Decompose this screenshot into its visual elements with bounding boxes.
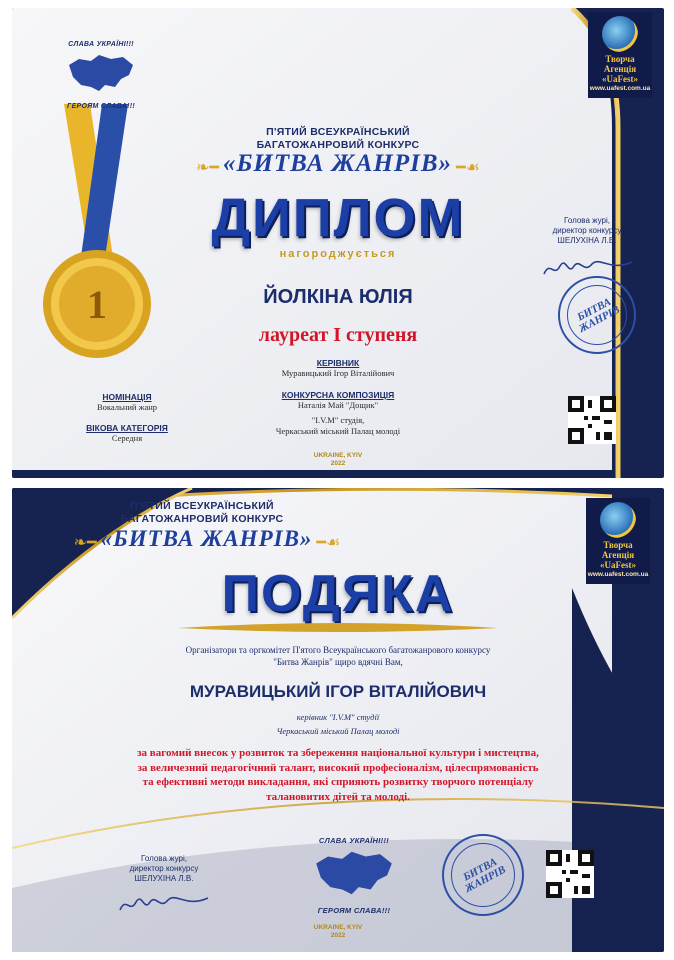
palace-name: Черкаський міський Палац молоді — [275, 426, 401, 436]
intro-text: Організатори та оргкомітет П'ятого Всеукраїнського багатожанрового конкурсу "Битва Жанрів" щиро вдячні Вам, — [185, 645, 491, 667]
agency-logo-2: Творча Агенція «UaFest» www.uafest.com.ua — [586, 498, 650, 584]
gratitude-text: за вагомий внесок у розвиток та збереження національної культури і мистецтва, за величезний педагогічний талант, високий професіоналізм, цілеспрямованість та ефективні методи викладання, які сприяють розвитку творчого потенціалу талановитих дітей та молоді. — [137, 747, 539, 803]
nomination-label: НОМІНАЦІЯ — [102, 392, 152, 402]
jury-block: Голова журі, директор конкурсу ШЕЛУХІНА Л.В. — [552, 216, 622, 245]
recipient-name: ЙОЛКІНА ЮЛІЯ — [263, 286, 413, 308]
thanks-jury-block: Голова журі, директор конкурсу ШЕЛУХІНА Л.В. — [129, 854, 199, 883]
studio-name: "І.V.M" студія, — [311, 415, 365, 425]
nomination-block — [72, 392, 182, 444]
agency-url: www.uafest.com.ua — [589, 85, 651, 92]
uafest-logo-icon — [600, 502, 636, 538]
supervisor-block — [12, 358, 664, 379]
supervisor-name: Муравицький Ігор Віталійович — [281, 368, 395, 378]
age-category-value: Середня — [111, 433, 143, 443]
thanks-stamp: БИТВА ЖАНРІВ — [442, 834, 524, 916]
contest-subtitle-2: БАГАТОЖАНРОВИЙ КОНКУРС — [256, 139, 420, 151]
contest-title: «БИТВА ЖАНРІВ» — [223, 150, 453, 177]
thanks-subtitle-1: П'ЯТИЙ ВСЕУКРАЇНСЬКИЙ — [130, 500, 274, 512]
diploma-heading: ДИПЛОМ — [211, 188, 465, 248]
thanks-heading: ПОДЯКА — [221, 565, 455, 623]
uafest-logo-icon — [602, 16, 638, 52]
thanks-qr-code — [546, 850, 594, 898]
glory-bottom-text: ГЕРОЯМ СЛАВА!!! — [317, 906, 391, 915]
thanks-signature — [116, 888, 212, 918]
ukraine-map-icon — [65, 51, 137, 95]
glory-top-text: СЛАВА УКРАЇНІ!!! — [318, 836, 390, 845]
place-year: UKRAINE, KYIV 2022 — [313, 452, 363, 467]
nomination-value: Вокальний жанр — [96, 402, 158, 412]
diploma-certificate — [12, 8, 664, 478]
ukraine-map-icon — [311, 847, 397, 899]
composition-name: Наталія Май "Дощик" — [297, 400, 379, 410]
contest-subtitle-1: П'ЯТИЙ ВСЕУКРАЇНСЬКИЙ — [266, 126, 410, 138]
award-level: лауреат І ступеня — [258, 324, 418, 346]
qr-code-icon — [568, 396, 616, 444]
heading-divider — [178, 622, 498, 634]
awarded-text: нагороджується — [279, 248, 397, 260]
thanks-subtitle-2: БАГАТОЖАНРОВИЙ КОНКУРС — [120, 513, 284, 525]
thanks-contest-title: «БИТВА ЖАНРІВ» — [100, 526, 313, 551]
supervisor-label: КЕРІВНИК — [316, 358, 360, 368]
contest-stamp: БИТВА ЖАНРІВ — [558, 276, 636, 354]
thanks-certificate — [12, 488, 664, 952]
medal-number: 1 — [87, 282, 107, 327]
age-category-label: ВІКОВА КАТЕГОРІЯ — [86, 423, 168, 433]
qr-code — [568, 396, 616, 444]
thanks-place-year: UKRAINE, KYIV 2022 — [313, 924, 363, 939]
thanks-glory-map — [304, 834, 404, 917]
glory-top-text: СЛАВА УКРАЇНІ!!! — [68, 41, 134, 48]
thanks-recipient: МУРАВИЦЬКИЙ ІГОР ВІТАЛІЙОВИЧ — [189, 682, 487, 701]
thanks-contest-row: ❧━ «БИТВА ЖАНРІВ» ━☙ — [73, 526, 341, 552]
composition-label: КОНКУРСНА КОМПОЗИЦІЯ — [281, 390, 395, 400]
glory-map — [58, 38, 144, 113]
contest-title-row: ❧━ «БИТВА ЖАНРІВ» ━☙ — [195, 150, 481, 177]
glory-bottom-text: ГЕРОЯМ СЛАВА!!! — [66, 103, 136, 110]
recipient-role: керівник "І.V.M" студії Черкаський міський Палац молоді — [276, 712, 400, 736]
qr-code-icon — [546, 850, 594, 898]
agency-url: www.uafest.com.ua — [587, 571, 649, 578]
agency-logo: Творча Агенція «UaFest» www.uafest.com.ua — [588, 12, 652, 98]
